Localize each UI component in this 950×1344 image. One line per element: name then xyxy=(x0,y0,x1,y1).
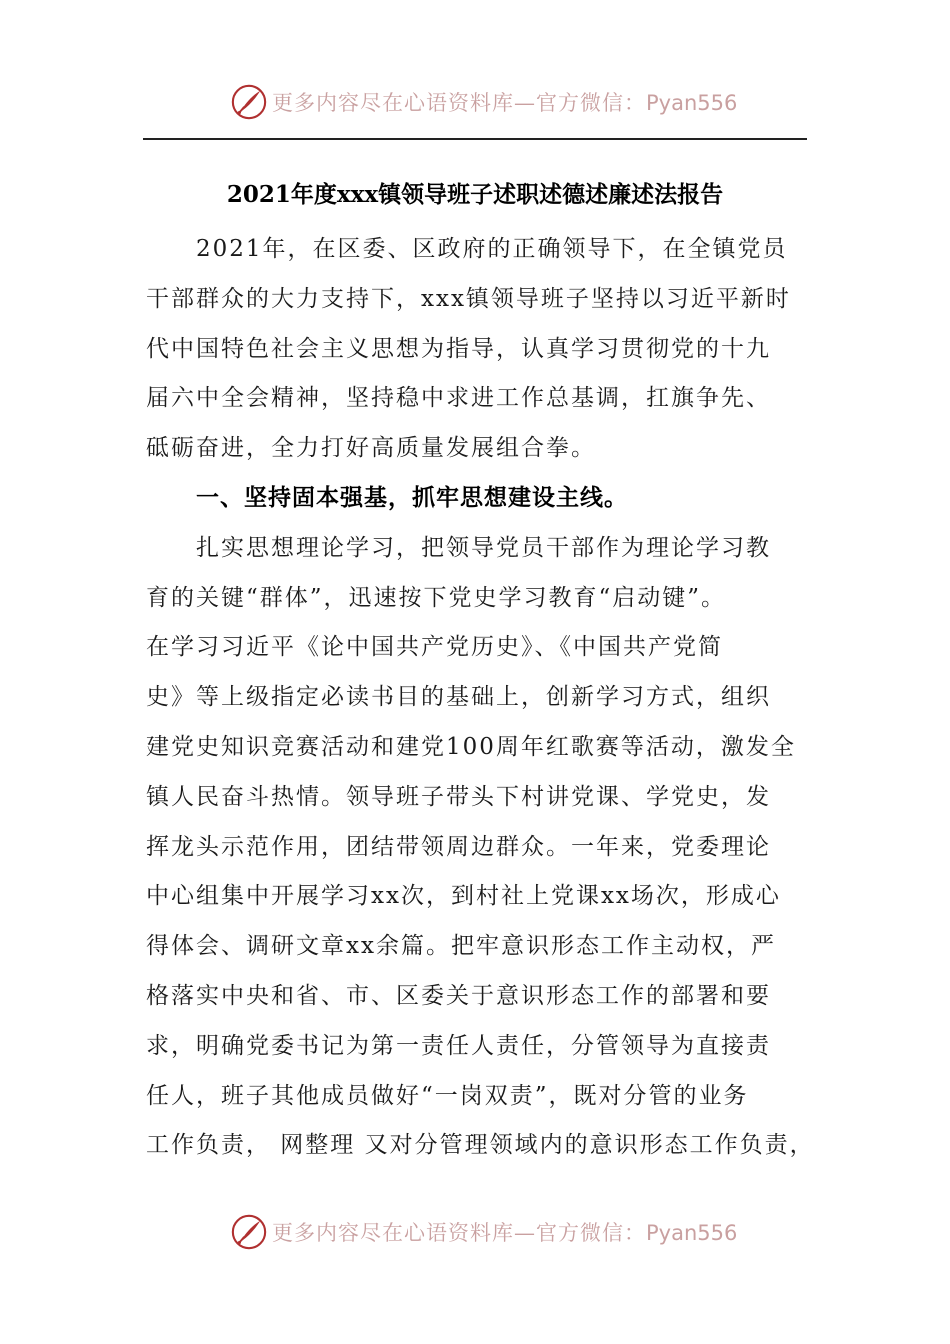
document-title: 2021年度xxx镇领导班子述职述德述廉述法报告 xyxy=(226,181,724,208)
footer-banner-text: 更多内容尽在心语资料库— xyxy=(272,1221,536,1245)
header-wechat-id: Pyan556 xyxy=(646,91,738,115)
paragraph-line: 扎实思想理论学习，把领导党员干部作为理论学习教 xyxy=(196,534,771,561)
paragraph-line: 工作负责， 网整理 又对分管理领域内的意识形态工作负责， xyxy=(146,1132,815,1159)
paragraph-line: 代中国特色社会主义思想为指导，认真学习贯彻党的十九 xyxy=(146,335,771,362)
document-body xyxy=(146,225,815,1171)
footer-wechat-id: Pyan556 xyxy=(646,1221,738,1245)
quill-logo-icon xyxy=(230,83,268,121)
paragraph-line: 建党史知识竞赛活动和建党100周年红歌赛等活动，激发全 xyxy=(146,733,796,760)
paragraph-line: 2021年，在区委、区政府的正确领导下，在全镇党员 xyxy=(196,236,788,262)
paragraph-line: 格落实中央和省、市、区委关于意识形态工作的部署和要 xyxy=(146,982,771,1009)
paragraph-line: 在学习习近平《论中国共产党历史》、《中国共产党简 xyxy=(146,634,723,661)
paragraph-line: 挥龙头示范作用，团结带领周边群众。一年来，党委理论 xyxy=(146,833,771,860)
paragraph-line: 任人，班子其他成员做好“一岗双责”，既对分管的业务 xyxy=(146,1082,749,1109)
header-divider xyxy=(143,138,807,140)
paragraph-line: 史》等上级指定必读书目的基础上，创新学习方式，组织 xyxy=(146,684,771,711)
paragraph-line: 得体会、调研文章xx余篇。把牢意识形态工作主动权，严 xyxy=(146,933,776,960)
footer-wechat-label: 官方微信： xyxy=(536,1221,646,1245)
header-banner-text: 更多内容尽在心语资料库— xyxy=(272,91,536,115)
paragraph-line: 届六中全会精神，坚持稳中求进工作总基调，扛旗争先、 xyxy=(146,385,771,412)
footer-banner xyxy=(230,1212,737,1252)
paragraph-line: 中心组集中开展学习xx次，到村社上党课xx场次，形成心 xyxy=(146,883,781,910)
header-banner xyxy=(230,82,737,122)
paragraph-line: 砥砺奋进，全力打好高质量发展组合拳。 xyxy=(146,435,596,462)
paragraph-line: 镇人民奋斗热情。领导班子带头下村讲党课、学党史，发 xyxy=(146,783,771,810)
paragraph-line: 干部群众的大力支持下，xxx镇领导班子坚持以习近平新时 xyxy=(146,285,791,312)
paragraph-line: 求，明确党委书记为第一责任人责任，分管领导为直接责 xyxy=(146,1032,771,1059)
quill-logo-icon xyxy=(230,1213,268,1251)
section-heading: 一、坚持固本强基，抓牢思想建设主线。 xyxy=(196,484,628,511)
header-wechat-label: 官方微信： xyxy=(536,91,646,115)
paragraph-line: 育的关键“群体”，迅速按下党史学习教育“启动键”。 xyxy=(146,584,727,611)
